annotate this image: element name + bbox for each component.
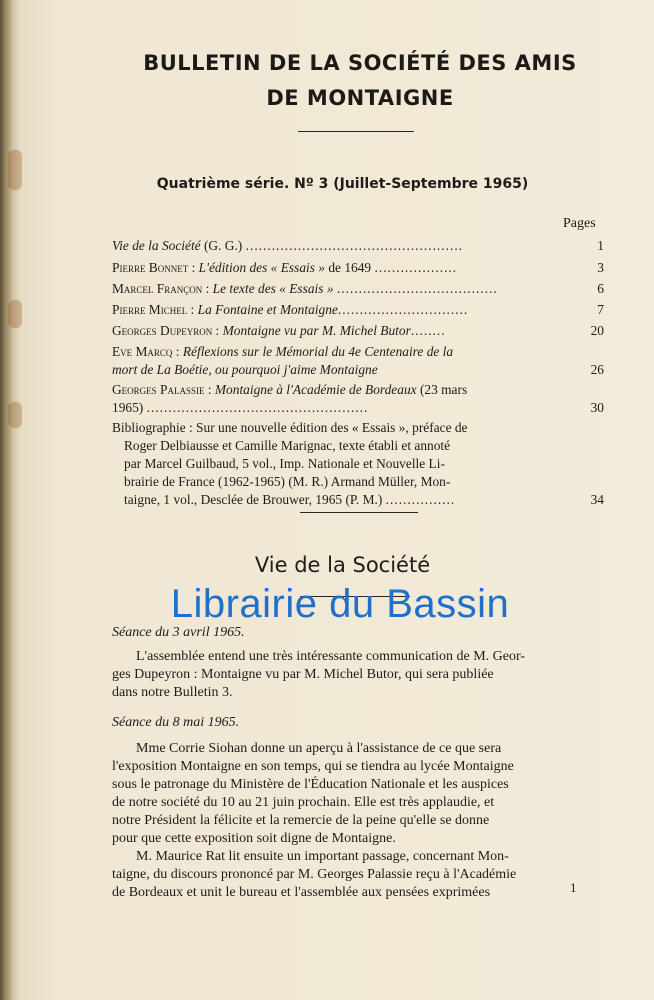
- toc-author: Georges Palassie: [112, 382, 205, 397]
- toc-page: 3: [597, 260, 604, 275]
- toc-title: La Fontaine et Montaigne: [197, 302, 338, 317]
- toc-page: 20: [590, 323, 604, 338]
- toc-author: Georges Dupeyron: [112, 323, 213, 338]
- series-heading: Quatrième série. Nº 3 (Juillet-Septembre 1965): [156, 176, 529, 192]
- stain: [8, 300, 22, 328]
- text-line: dans notre Bulletin 3.: [112, 685, 233, 700]
- seance2-heading-text: Séance du 8 mai 1965.: [112, 715, 240, 730]
- toc-rest: (23 mars: [416, 382, 468, 397]
- toc-bibliography-line: brairie de France (1962-1965) (M. R.) Armand Müller, Mon-: [124, 474, 451, 489]
- toc-rule: [300, 512, 418, 513]
- toc-author: Eve Marcq: [112, 344, 173, 359]
- toc-title: Montaigne à l'Académie de Bordeaux: [214, 382, 417, 397]
- toc-title: Réflexions sur le Mémorial du 4e Centenaire de la: [182, 344, 454, 359]
- toc-entry: Pierre Michel : La Fontaine et Montaigne.............................. 7: [112, 302, 604, 317]
- title-rule: [298, 131, 414, 132]
- text-line: notre Président la félicite et la remercie de la peine qu'elle se donne: [112, 813, 490, 828]
- text-line: taigne, du discours prononcé par M. Georges Palassie reçu à l'Académie: [112, 867, 517, 882]
- seance1-heading: [112, 624, 604, 642]
- stain: [8, 402, 22, 428]
- toc-bibliography-line: par Marcel Guilbaud, 5 vol., Imp. Nationale et Nouvelle Li-: [124, 456, 445, 471]
- pages-heading: Pages: [563, 216, 596, 231]
- text-line: de notre société du 10 au 21 juin prochain. Elle est très applaudie, et: [112, 795, 495, 810]
- bulletin-title-line1: BULLETIN DE LA SOCIÉTÉ DES AMIS: [143, 51, 577, 75]
- text-line: M. Maurice Rat lit ensuite un important passage, concernant Mon-: [136, 849, 509, 864]
- toc-entry: Vie de la Société (G. G.) .................................................. 1: [112, 238, 604, 253]
- toc-entry-continuation: taigne, 1 vol., Desclée de Brouwer, 1965 (P. M.) ................ 34: [124, 492, 604, 507]
- toc-entry: Pierre Bonnet : L'édition des « Essais » de 1649 ................... 3: [112, 260, 604, 275]
- toc-title: mort de La Boétie, ou pourquoi j'aime Montaigne: [112, 362, 378, 377]
- text-line: de Bordeaux et unit le bureau et l'assemblée aux pensées exprimées: [112, 885, 491, 900]
- toc-page: 30: [590, 400, 604, 415]
- toc-author: Pierre Michel: [112, 302, 188, 317]
- toc-page: 1: [597, 238, 604, 253]
- page-number: 1: [570, 880, 577, 895]
- seance1-body: [112, 648, 604, 702]
- text-line: L'assemblée entend une très intéressante communication de M. Geor-: [136, 649, 526, 664]
- toc-page: 7: [597, 302, 604, 317]
- seance2-heading: [112, 714, 604, 732]
- toc-rest: 1965): [112, 400, 144, 415]
- text-line: ges Dupeyron : Montaigne vu par M. Michel Butor, qui sera publiée: [112, 667, 494, 682]
- text-line: l'exposition Montaigne en son temps, qui se tiendra au lycée Montaigne: [112, 759, 514, 774]
- toc-entry-continuation: [112, 360, 604, 379]
- bulletin-title-line2: DE MONTAIGNE: [266, 86, 454, 110]
- toc-page: 6: [597, 281, 604, 296]
- toc-rest: (G. G.): [200, 238, 243, 253]
- toc-title: Vie de la Société: [112, 238, 201, 253]
- toc-rest: de 1649: [325, 260, 372, 275]
- toc-page: 26: [590, 362, 604, 377]
- toc-entry: Georges Palassie : Montaigne à l'Académie de Bordeaux (23 mars: [112, 382, 468, 397]
- toc-entry-continuation: 1965) ................................................... 30: [112, 400, 604, 415]
- watermark: Librairie du Bassin: [170, 582, 510, 626]
- toc-title: L'édition des « Essais »: [198, 260, 326, 275]
- seance2-body: [112, 740, 604, 902]
- toc-entry: Eve Marcq : Réflexions sur le Mémorial du 4e Centenaire de la: [112, 344, 454, 359]
- toc-entry: Marcel Françon : Le texte des « Essais » ..................................... 6: [112, 281, 604, 296]
- toc-page: 34: [590, 492, 604, 507]
- text-line: sous le patronage du Ministère de l'Éducation Nationale et les auspices: [112, 777, 509, 792]
- stain: [8, 150, 22, 190]
- toc-bibliography-line: taigne, 1 vol., Desclée de Brouwer, 1965 (P. M.): [124, 492, 383, 507]
- toc-bibliography-line: Roger Delbiausse et Camille Marignac, texte établi et annoté: [124, 438, 451, 453]
- section-title: Vie de la Société: [254, 553, 431, 577]
- toc-title: Montaigne vu par M. Michel Butor: [222, 323, 411, 338]
- text-line: pour que cette exposition soit digne de Montaigne.: [112, 831, 396, 846]
- toc-author: Marcel Françon: [112, 281, 203, 296]
- toc-entry: Georges Dupeyron : Montaigne vu par M. Michel Butor........ 20: [112, 323, 604, 338]
- toc-author: Pierre Bonnet: [112, 260, 189, 275]
- toc-title: Le texte des « Essais »: [212, 281, 334, 296]
- text-line: Mme Corrie Siohan donne un aperçu à l'assistance de ce que sera: [136, 741, 502, 756]
- seance1-heading-text: Séance du 3 avril 1965.: [112, 625, 245, 640]
- toc-bibliography-line: Bibliographie : Sur une nouvelle édition des « Essais », préface de: [112, 420, 468, 435]
